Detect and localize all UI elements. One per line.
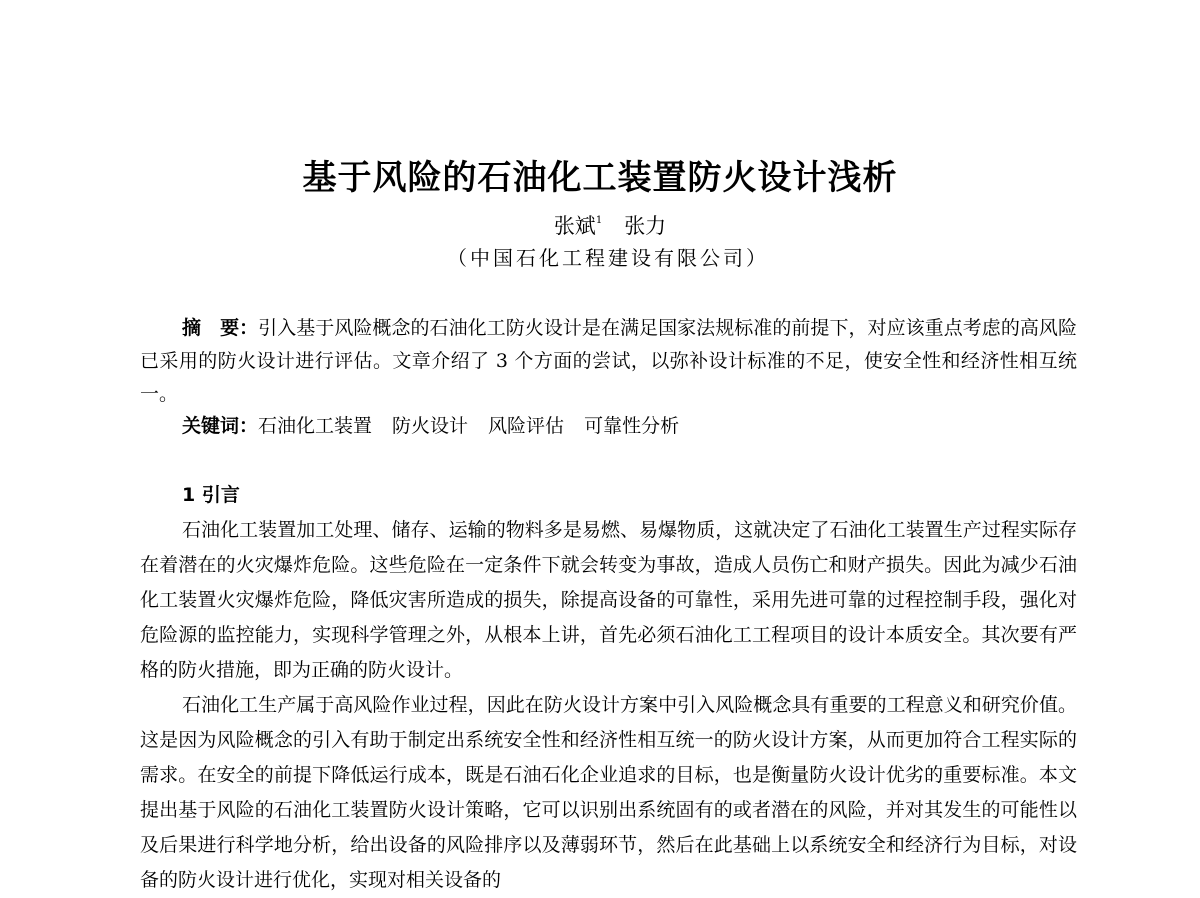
keyword: 可靠性分析 bbox=[584, 415, 680, 437]
abstract bbox=[140, 312, 1077, 411]
paper-title: 基于风险的石油化工装置防火设计浅析 bbox=[302, 158, 898, 198]
author-1-affiliation-mark: 1 bbox=[595, 215, 603, 226]
section-heading: 1 引言 bbox=[182, 484, 240, 506]
section-body bbox=[140, 513, 1077, 898]
keyword: 防火设计 bbox=[392, 415, 469, 437]
body-paragraph: 石油化工装置加工处理、储存、运输的物料多是易燃、易爆物质，这就决定了石油化工装置生产过程实际存在着潜在的火灾爆炸危险。这些危险在一定条件下就会转变为事故，造成人员伤亡和财产损失。因此为减少石油化工装置火灾爆炸危险，降低灾害所造成的损失，除提高设备的可靠性，采用先进可靠的过程控制手段，强化对危险源的监控能力，实现科学管理之外，从根本上讲，首先必须石油化工工程项目的设计本质安全。其次要有严格的防火措施，即为正确的防火设计。 bbox=[140, 519, 1077, 681]
author-2: 张力 bbox=[624, 214, 667, 238]
abstract-label: 摘 要： bbox=[182, 317, 259, 339]
keywords bbox=[182, 410, 1077, 443]
body-paragraph: 石油化工生产属于高风险作业过程，因此在防火设计方案中引入风险概念具有重要的工程意义和研究价值。这是因为风险概念的引入有助于制定出系统安全性和经济性相互统一的防火设计方案，从而更加符合工程实际的需求。在安全的前提下降低运行成本，既是石油石化企业追求的目标，也是衡量防火设计优劣的重要标准。本文提出基于风险的石油化工装置防火设计策略，它可以识别出系统固有的或者潜在的风险，并对其发生的可能性以及后果进行科学地分析，给出设备的风险排序以及薄弱环节，然后在此基础上以系统安全和经济行为目标，对设备的防火设计进行优化，实现对相关设备的 bbox=[140, 694, 1077, 891]
abstract-text: 引入基于风险概念的石油化工防火设计是在满足国家法规标准的前提下，对应该重点考虑的高风险已采用的防火设计进行评估。文章介绍了 3 个方面的尝试，以弥补设计标准的不足，使安全性和经济性相互统一。 bbox=[140, 317, 1077, 405]
author-1: 张斌 bbox=[553, 214, 596, 238]
author-line bbox=[0, 210, 1200, 240]
keyword: 石油化工装置 bbox=[258, 415, 373, 437]
affiliation: （中国石化工程建设有限公司） bbox=[447, 246, 769, 270]
keywords-label: 关键词： bbox=[182, 415, 259, 437]
keyword: 风险评估 bbox=[488, 415, 565, 437]
